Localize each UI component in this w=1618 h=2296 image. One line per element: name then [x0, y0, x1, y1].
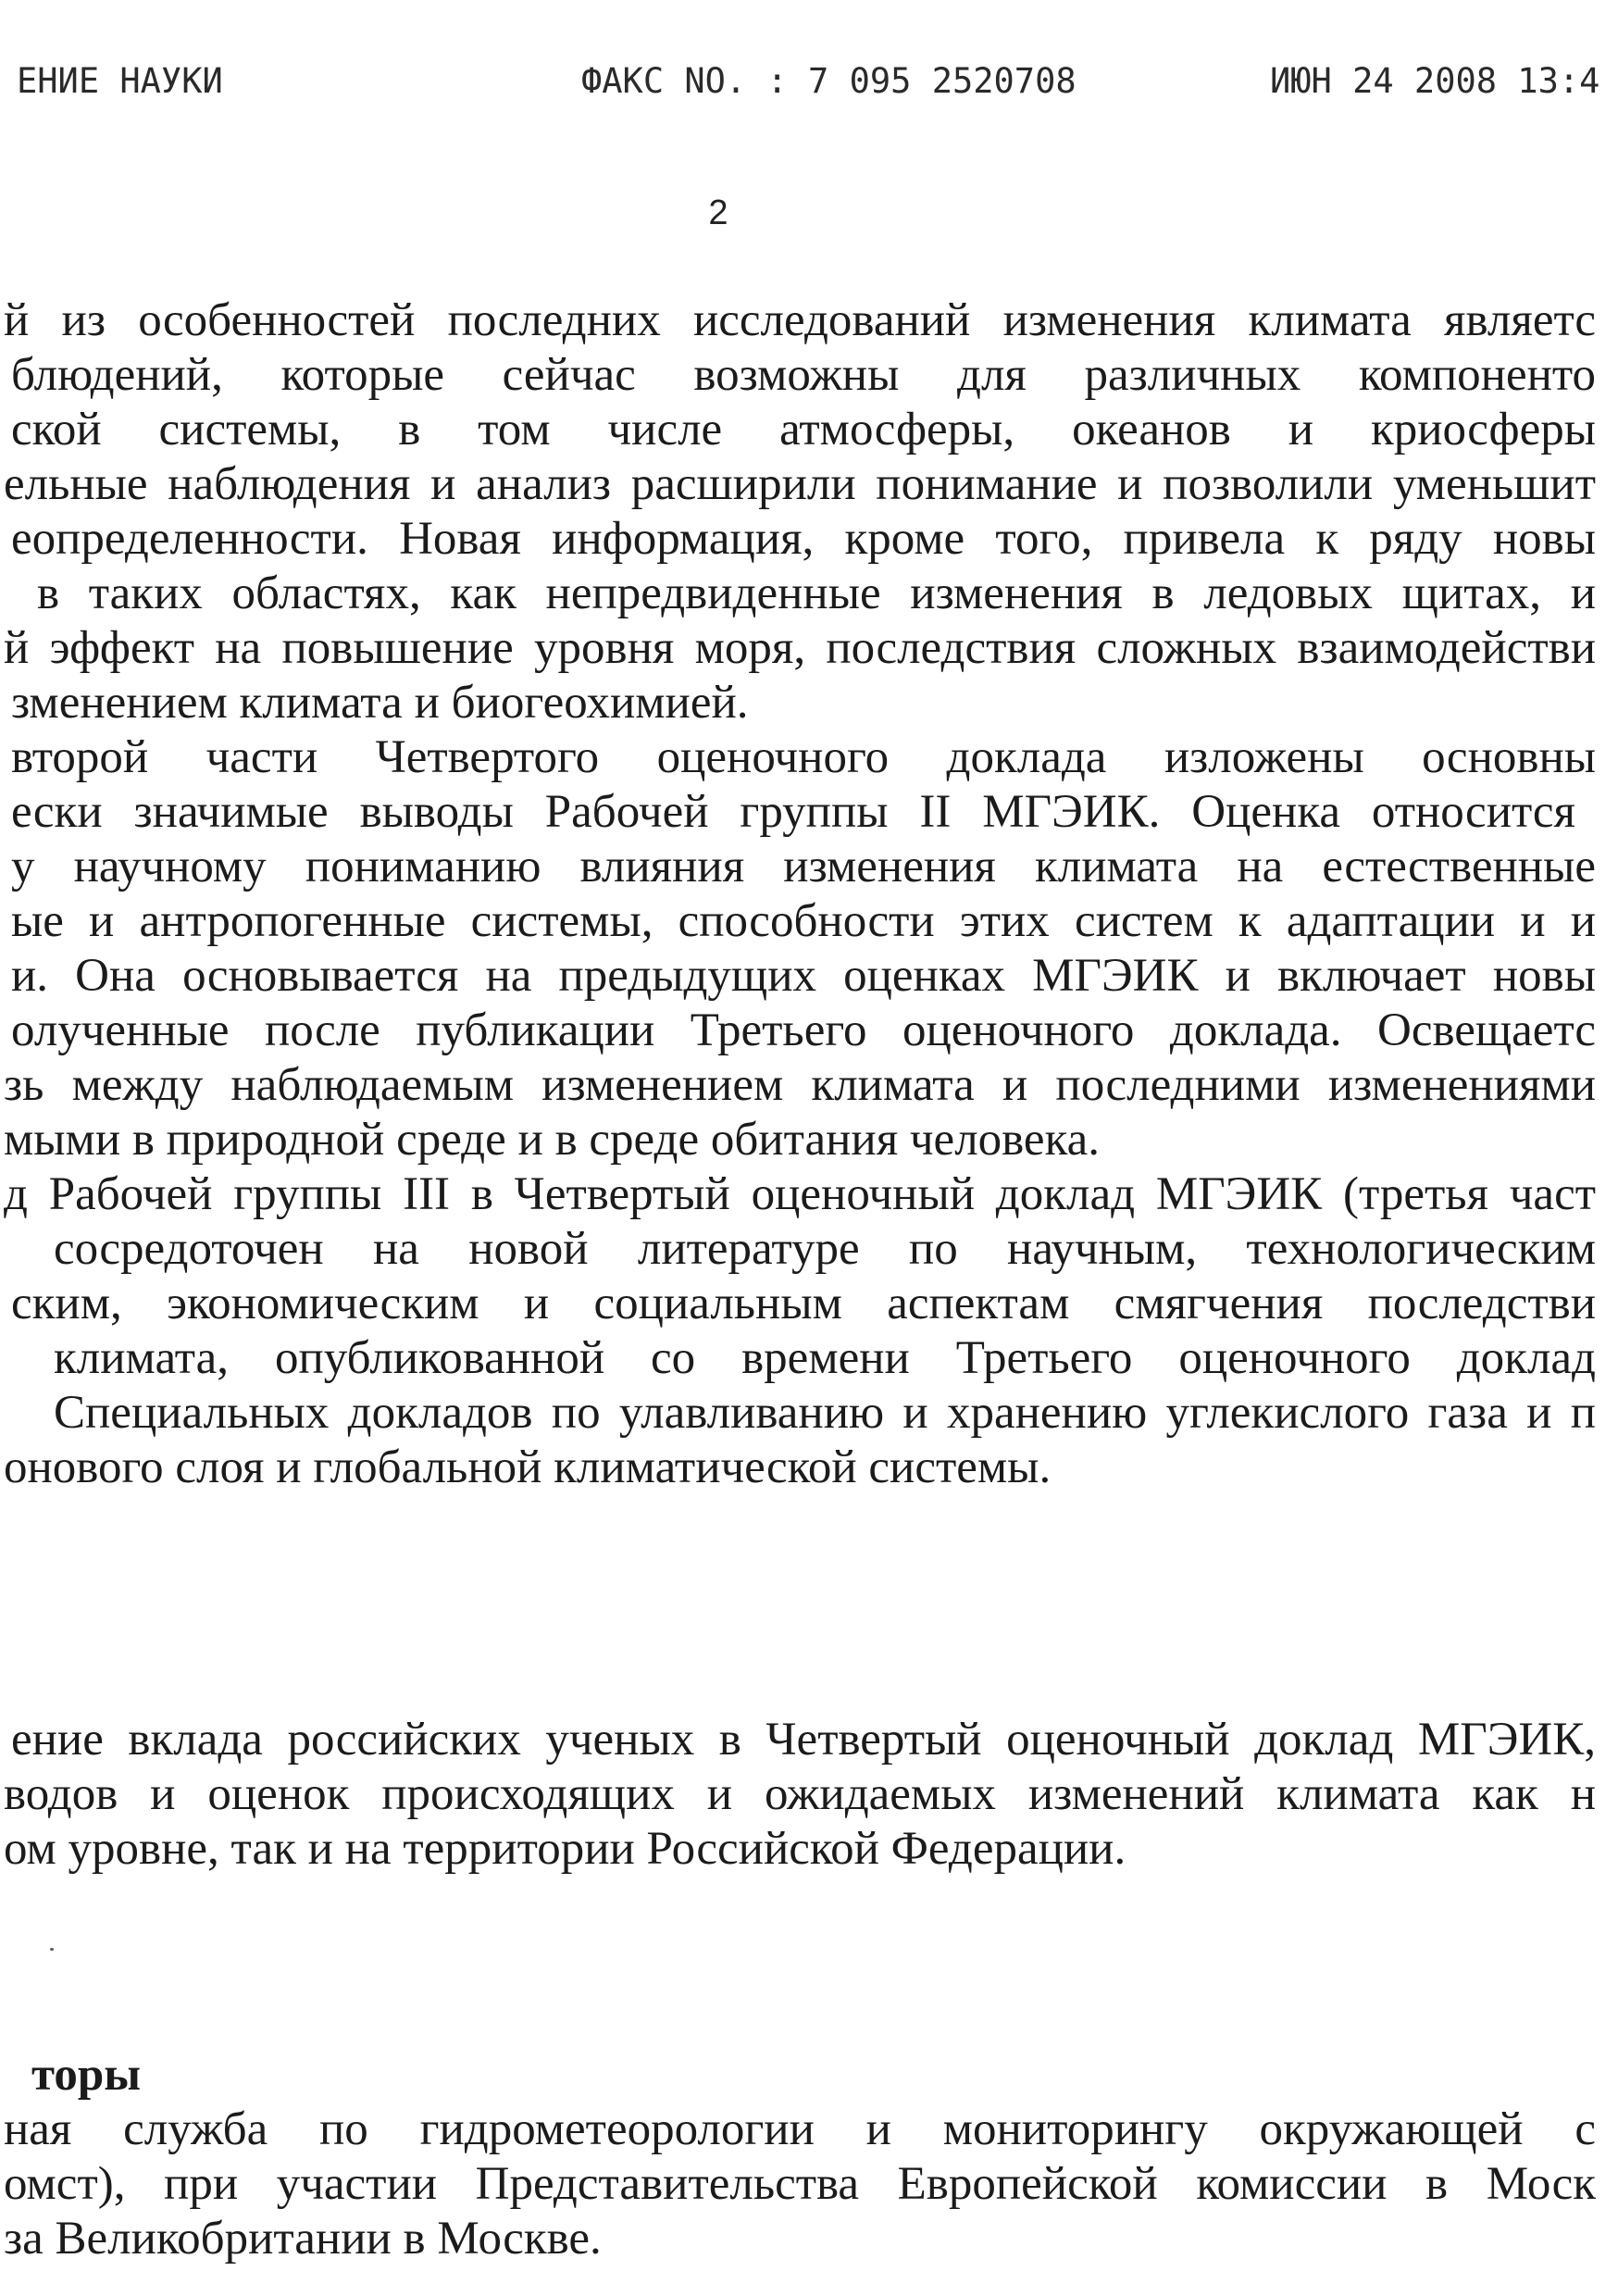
text-line: ые и антропогенные системы, способности этих систем к адаптации и и	[11, 895, 1596, 947]
text-line: д Рабочей группы III в Четвертый оценочный доклад МГЭИК (третья част	[4, 1168, 1596, 1220]
text-line: в таких областях, как непредвиденные изменения в ледовых щитах, и	[37, 568, 1596, 619]
fax-sender: ЕНИЕ НАУКИ	[17, 61, 223, 101]
text-line: ской системы, в том числе атмосферы, океанов и криосферы	[11, 404, 1596, 455]
text-line: онового слоя и глобальной климатической системы.	[4, 1441, 1052, 1493]
text-line: олученные после публикации Третьего оценочного доклада. Освещаетс	[11, 1004, 1596, 1056]
text-line: ение вклада российских ученых в Четвертый оценочный доклад МГЭИК,	[11, 1714, 1596, 1766]
scan-speck	[50, 1948, 54, 1951]
text-line: ским, экономическим и социальным аспектам смягчения последстви	[11, 1278, 1596, 1329]
text-line: Специальных докладов по улавливанию и хранению углекислого газа и п	[54, 1387, 1596, 1439]
body-section	[0, 1713, 1618, 1877]
text-line: второй части Четвертого оценочного доклада изложены основны	[11, 731, 1596, 783]
text-line: климата, опубликованной со времени Третьего оценочного доклад	[54, 1332, 1596, 1384]
text-line: ельные наблюдения и анализ расширили понимание и позволили уменьшит	[4, 458, 1596, 510]
text-line: блюдений, которые сейчас возможны для различных компоненто	[11, 349, 1596, 401]
paragraph	[0, 1167, 1618, 1495]
section-heading: торы	[31, 2049, 142, 2101]
text-line: зменением климата и биогеохимией.	[11, 677, 749, 729]
body-section	[0, 293, 1618, 1495]
text-line: й из особенностей последних исследований изменения климата являетс	[4, 294, 1596, 346]
text-line: мыми в природной среде и в среде обитания человека.	[4, 1114, 1100, 1166]
text-line: й эффект на повышение уровня моря, последствия сложных взаимодействи	[4, 622, 1596, 674]
text-line: зь между наблюдаемым изменением климата и последними изменениями	[4, 1059, 1596, 1111]
paragraph	[0, 1713, 1618, 1877]
text-line: ная служба по гидрометеорологии и мониторингу окружающей с	[4, 2103, 1596, 2155]
paragraph	[0, 293, 1618, 730]
text-line: и. Она основывается на предыдущих оценках МГЭИК и включает новы	[11, 950, 1596, 1002]
text-line: ом уровне, так и на территории Российской Федерации.	[4, 1823, 1126, 1875]
text-line: водов и оценок происходящих и ожидаемых изменений климата как н	[4, 1768, 1596, 1820]
text-line: еопределенности. Новая информация, кроме того, привела к ряду новы	[11, 513, 1596, 565]
fax-number: ФАКС NO. : 7 095 2520708	[581, 61, 1077, 101]
text-line: омст), при участии Представительства Европейской комиссии в Моск	[4, 2158, 1596, 2210]
paragraph	[0, 2103, 1618, 2266]
page-number: 2	[708, 193, 728, 232]
text-line: сосредоточен на новой литературе по научным, технологическим	[54, 1223, 1596, 1275]
paragraph	[0, 730, 1618, 1167]
text-line: ески значимые выводы Рабочей группы II МГЭИК. Оценка относится	[11, 786, 1575, 838]
body-section	[0, 2048, 1618, 2266]
text-line: у научному пониманию влияния изменения климата на естественные	[11, 841, 1596, 892]
text-line: за Великобритании в Москве.	[4, 2213, 602, 2265]
fax-date-time: ИЮН 24 2008 13:4	[1270, 61, 1600, 101]
